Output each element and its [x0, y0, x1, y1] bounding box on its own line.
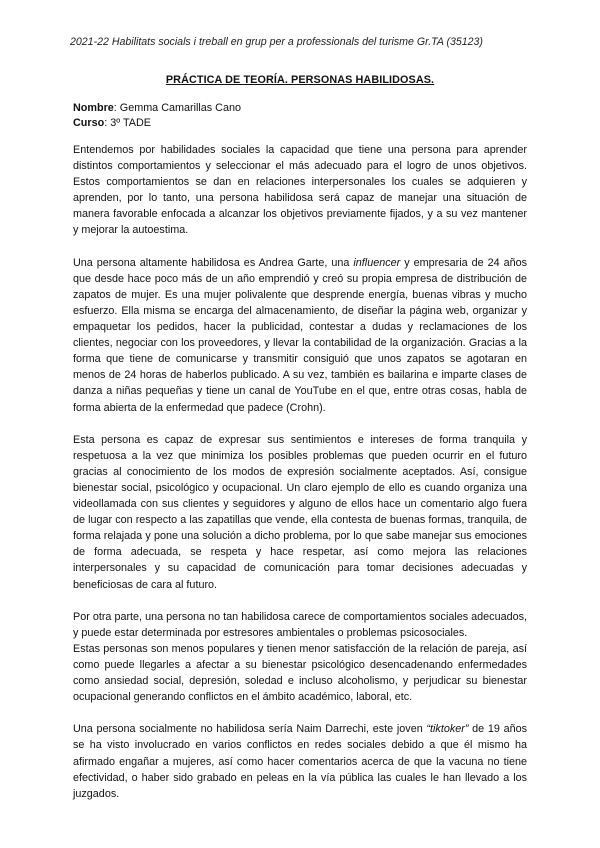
paragraph-unskilled-example: [73, 721, 527, 801]
paragraph-definition: Entendemos por habilidades sociales la capacidad que tiene una persona para aprender distintos comportamientos y seleccionar el más adecuado para el logro de unos objetivos. Estos comportamientos se dan en relaciones interpersonales los cuales se adquieren y aprenden, por lo tanto, una persona habilidosa será capaz de manejar una situación de manera favorable enfocada a alcanzar los objetivos previamente fijados, y a su vez mantener y mejorar la autoestima.: [73, 144, 527, 237]
paragraph-skilled-example: [73, 255, 527, 416]
student-name: [73, 102, 241, 114]
p6-text-b: de 19 años se ha visto involucrado en varios conflictos en redes sociales debido a que él mismo ha afirmado engañar a mujeres, así como hacer comentarios acerca de que la vacuna no tiene efectividad, o haber sido grabado en peleas en la vía pública las cuales le han llevado a los juzgados.: [73, 723, 527, 800]
document-body: [73, 142, 527, 818]
nombre-label: Nombre: [73, 102, 114, 114]
p6-text-a: Una persona socialmente no habilidosa sería Naim Darrechi, este joven: [73, 723, 427, 736]
paragraph-unskilled-effects: Estas personas son menos populares y tienen menor satisfacción de la relación de pareja, así como puede llegarles a afectar a su bienestar psicológico desencadenando enfermedades como ansiedad social, depresión, soledad e incluso alcoholismo, y perjudicar su bienestar ocupacional generando conflictos en el ámbito académico, laboral, etc.: [73, 642, 527, 704]
p2-text-b: y empresaria de 24 años que desde hace poco más de un año emprendió y creó su propia empresa de distribución de zapatos de mujer. Es una mujer polivalente que desprende energía, buenas vibras y mucho esfuerzo. Ella misma se encarga del almacenamiento, de diseñar la página web, organizar y empaquetar los pedidos, hacer la publicidad, contestar a dudas y reclamaciones de los clientes, negociar con los proveedores, y llevar la contabilidad de la organización. Gracias a la forma que tiene de comunicarse y transmitir consiguió que unos zapatos se agotaran en menos de 24 horas de haberlos publicado. A su vez, también es bailarina e imparte clases de danza a niñas pequeñas y tiene un canal de YouTube en el que, entre otras cosas, habla de forma abierta de la enfermedad que padece (Crohn).: [73, 256, 528, 414]
student-course: [73, 117, 151, 129]
curso-label: Curso: [73, 117, 105, 129]
p2-emphasis: influencer: [353, 256, 401, 269]
curso-value: : 3º TADE: [104, 117, 151, 129]
course-header: 2021-22 Habilitats socials i treball en grup per a professionals del turisme Gr.TA (35123): [70, 36, 483, 48]
p2-text-a: Una persona altamente habilidosa es Andrea Garte, una: [73, 256, 354, 269]
p6-emphasis: “tiktoker”: [426, 723, 469, 736]
paragraph-unskilled-intro: Por otra parte, una persona no tan habilidosa carece de comportamientos sociales adecuados, y puede estar determinada por estresores ambientales o problemas psicosociales.: [73, 610, 527, 639]
page-title: PRÁCTICA DE TEORÍA. PERSONAS HABILIDOSAS.: [165, 74, 435, 86]
nombre-value: : Gemma Camarillas Cano: [113, 102, 241, 114]
paragraph-skilled-analysis: Esta persona es capaz de expresar sus sentimientos e intereses de forma tranquila y respetuosa a la vez que minimiza los posibles problemas que pueden ocurrir en el futuro gracias al conocimiento de los modos de expresión socialmente aceptados. Así, consigue bienestar social, psicológico y ocupacional. Un claro ejemplo de ello es cuando organiza una videollamada con sus clientes y seguidores y alguno de ellos hace un comentario algo fuera de lugar con respecto a las zapatillas que vende, ella contesta de buenas formas, tranquila, de forma relajada y pone una solución a dicho problema, por lo que sabe manejar sus emociones de forma adecuada, se respeta y hace respetar, así como mejora las relaciones interpersonales y su capacidad de comunicación para tomar decisiones adecuadas y beneficiosas de cara al futuro.: [73, 433, 527, 591]
